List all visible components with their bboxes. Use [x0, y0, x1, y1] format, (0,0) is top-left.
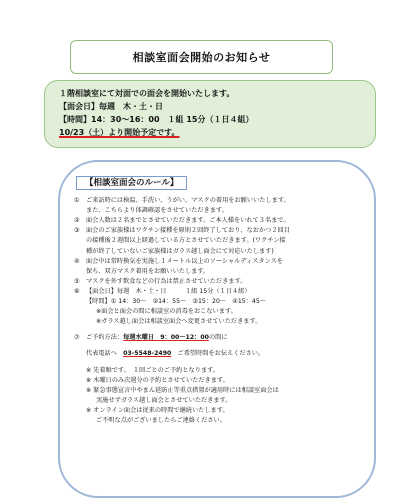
note-3: ※ 緊急事態宣言中やまん延防止等重点措置が適用時には相談室面会は [86, 386, 279, 394]
rule-6 [74, 287, 362, 297]
rule-text: ご来訪時には検温、手洗い、うがい、マスクの着用をお願いいたします。 [86, 197, 290, 205]
rule-3-cont-2: 種が終了していないご家族様はガラス越し面会にて対応いたします) [86, 247, 274, 255]
note-1: ※ 先着順です。 １回ごとのご予約となります。 [86, 366, 219, 374]
rule-number: ⑦ [74, 334, 80, 342]
rule-text: 面会のご家族様はワクチン接種を原則２回終了しており、なおかつ２回目 [86, 227, 290, 235]
info-start-date: 10/23（土）より開始予定です。 [59, 128, 180, 137]
notice-title [70, 40, 333, 74]
rule-text: 面会人数は２名までとさせていただきます。ご本人様をいれて３名まで。 [86, 217, 290, 225]
rule-4-cont: 保ち、双方マスク着用をお願いいたします。 [86, 267, 210, 275]
rule-number: ③ [74, 227, 80, 235]
rule-4 [74, 257, 362, 267]
rule-6-times: 【時間】① 14：30～ ②14：55～ ③15：20～ ④15：45～ [86, 298, 266, 306]
rule-text: 【面会日】毎週 木・土・日 １組 15分（１日４組） [86, 287, 251, 295]
phone-number: 03-5548-2490 [123, 350, 172, 358]
rule-7 [74, 333, 362, 343]
note-2: ※ 木曜日のみ次週分の予約とさせていただきます。 [86, 376, 229, 384]
rule-5 [74, 277, 362, 287]
rule-number: ④ [74, 257, 80, 265]
info-visit-days: 【面会日】毎週 木・土・日 [59, 102, 163, 111]
rule-3-cont-1: の接種後２週間以上経過している方とさせていただきます。(ワクチン接 [86, 237, 286, 245]
rule-number: ① [74, 197, 80, 205]
rules-box [58, 160, 376, 498]
info-box [44, 80, 376, 148]
reservation-time: 毎週水曜日 9：00～12：00 [123, 334, 209, 342]
rule-1-cont: また、こちらより体調確認をさせていただきます。 [86, 207, 228, 215]
rule-text: マスクを外す飲食などの行為は禁止させていただきます。 [86, 277, 247, 285]
rule-3 [74, 226, 362, 236]
rule-number: ⑥ [74, 287, 80, 295]
phone-line [74, 349, 362, 359]
info-line-1: １階相談室にて対面での面会を開始いたします。 [59, 89, 235, 98]
notice-title-text: 相談室面会開始のお知らせ [132, 51, 271, 64]
rule-number: ② [74, 217, 80, 225]
rules-heading: 【相談室面会のルール】 [76, 176, 187, 190]
rule-text: ご予約方法： [86, 334, 124, 342]
rule-6-note-1: ※面会と面会の間に相談室の消毒をおこないます。 [96, 308, 237, 316]
rule-text: 面会中は常時換気を実施し１メートル以上のソーシャルディスタンスを [86, 257, 283, 265]
note-4: ※ オンライン面会は従来の時間で継続いたします。 [86, 406, 229, 414]
rule-number: ⑤ [74, 277, 80, 285]
rule-1 [74, 196, 362, 206]
phone-tail: ご希望時間をお伝えください。 [177, 350, 265, 358]
rule-6-note-2: ※ガラス越し面会は相談室面会へ変更させていただきます。 [96, 318, 262, 326]
info-visit-time: 【時間】14：30～16：00 １組 15分（１日４組） [59, 115, 254, 124]
rule-2 [74, 216, 362, 226]
note-3-cont: 実施せずガラス越し面会とさせていただきます。 [96, 396, 232, 404]
rule-text: の間に [208, 334, 228, 342]
phone-label: 代表電話へ [86, 350, 117, 358]
note-4-cont: ご不明な点がございましたらご連絡ください。 [96, 416, 226, 424]
